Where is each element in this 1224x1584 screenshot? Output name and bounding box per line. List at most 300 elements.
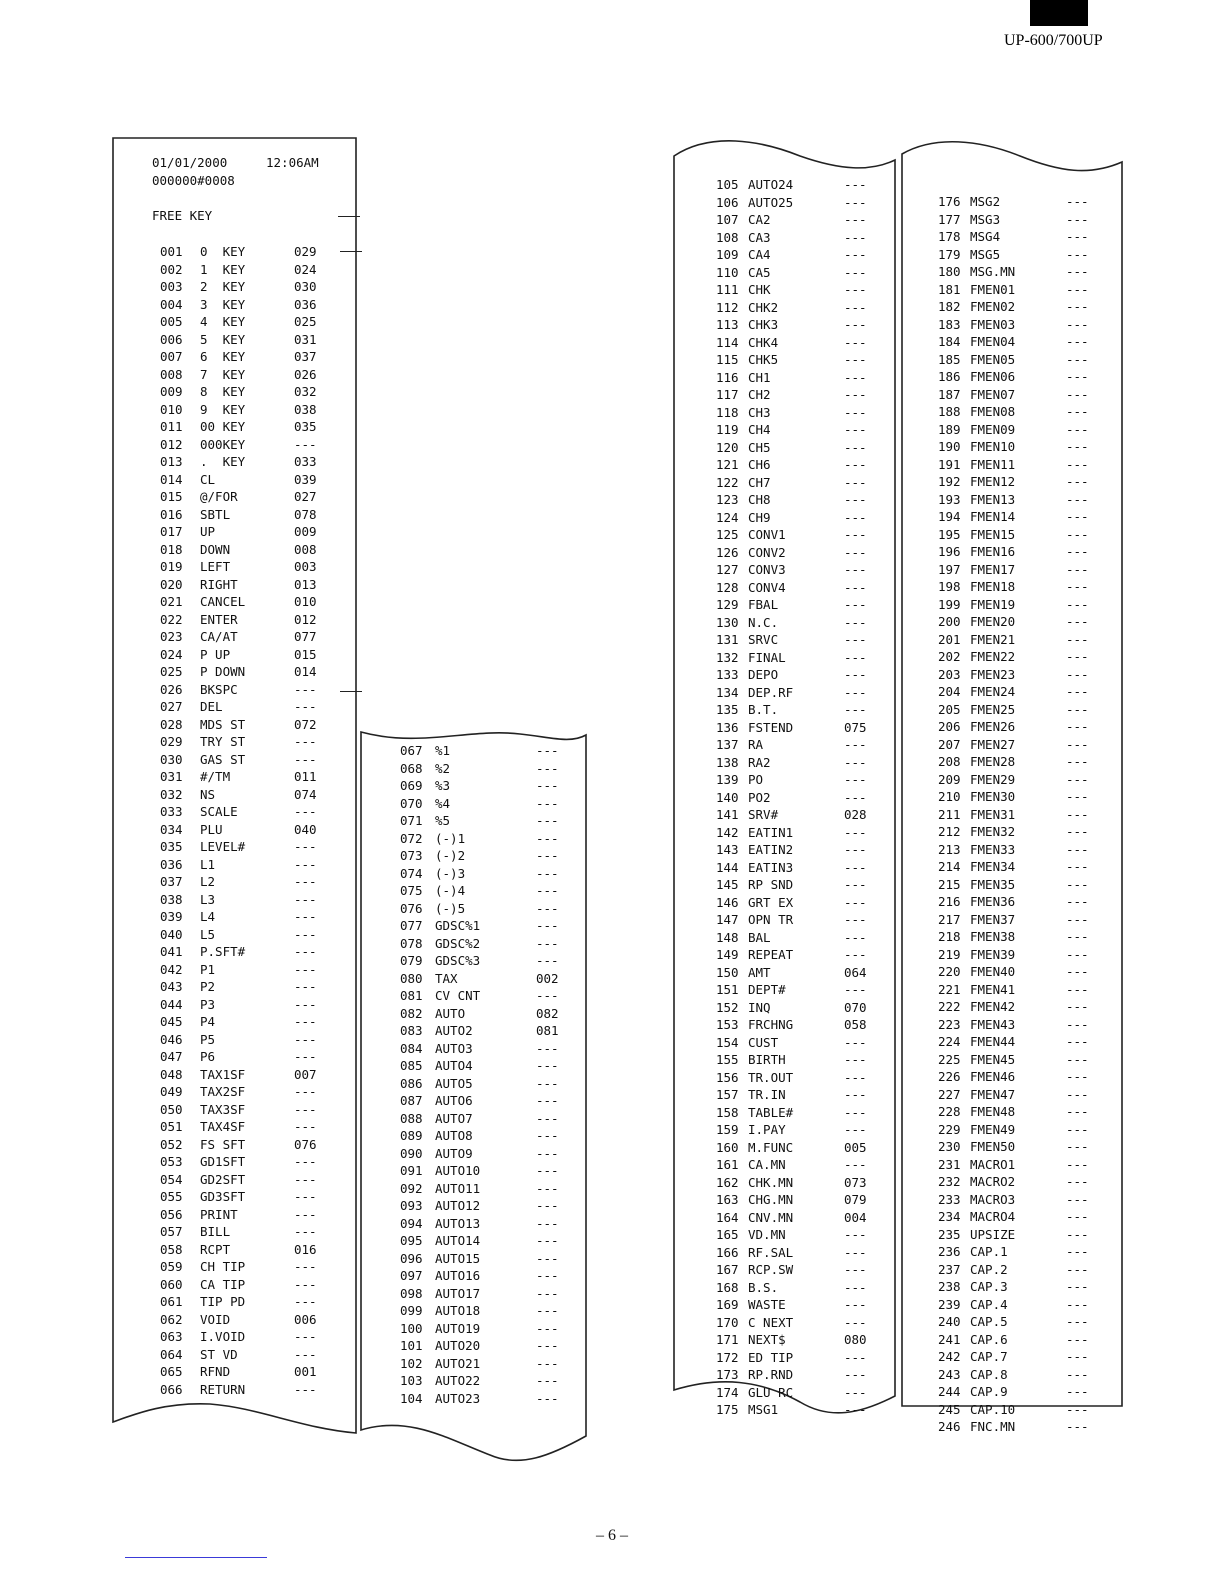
- key-code: ---: [1066, 264, 1089, 279]
- key-number: 153: [716, 1017, 739, 1032]
- key-code: ---: [844, 474, 867, 490]
- key-number: 148: [716, 929, 739, 945]
- key-code: ---: [844, 509, 867, 525]
- key-function-name: FMEN49: [970, 1121, 1016, 1137]
- key-code: ---: [536, 953, 559, 968]
- key-code: ---: [536, 935, 559, 951]
- key-function-name: MSG.MN: [970, 264, 1016, 279]
- key-function-name: P DOWN: [200, 664, 246, 679]
- key-number: 242: [938, 1349, 961, 1364]
- key-code: ---: [536, 1163, 559, 1178]
- key-number: 023: [160, 629, 183, 644]
- key-code: ---: [294, 996, 317, 1012]
- key-number: 036: [160, 856, 183, 872]
- key-code: ---: [844, 229, 867, 245]
- key-code: 072: [294, 716, 317, 732]
- key-function-name: MSG4: [970, 229, 1001, 244]
- key-number: 219: [938, 946, 961, 962]
- key-code: ---: [1066, 1261, 1089, 1277]
- key-code: 058: [844, 1017, 867, 1032]
- key-code: 007: [294, 1066, 317, 1082]
- key-code: ---: [844, 982, 867, 997]
- key-function-name: FMEN47: [970, 1086, 1016, 1102]
- key-code: ---: [844, 772, 867, 787]
- key-function-name: FMEN44: [970, 1034, 1016, 1049]
- key-code: ---: [536, 918, 559, 933]
- key-function-name: PO2: [748, 789, 771, 805]
- key-number: 098: [400, 1285, 423, 1301]
- key-code: ---: [294, 979, 317, 994]
- key-code: ---: [294, 1381, 317, 1397]
- key-function-name: CH9: [748, 509, 771, 525]
- key-number: 217: [938, 911, 961, 927]
- key-code: ---: [844, 1122, 867, 1137]
- key-code: 079: [844, 1192, 867, 1207]
- key-code: ---: [844, 1367, 867, 1382]
- key-number: 025: [160, 664, 183, 679]
- key-function-name: PLU: [200, 821, 223, 837]
- key-code: ---: [844, 894, 867, 910]
- key-code: ---: [536, 830, 559, 846]
- key-code: ---: [536, 1128, 559, 1143]
- key-number: 213: [938, 841, 961, 857]
- key-code: 078: [294, 506, 317, 522]
- key-function-name: #/TM: [200, 769, 231, 784]
- key-number: 209: [938, 771, 961, 787]
- key-number: 071: [400, 813, 423, 828]
- key-number: 064: [160, 1346, 183, 1362]
- key-code: ---: [1066, 194, 1089, 209]
- key-number: 166: [716, 1244, 739, 1260]
- key-function-name: (-)4: [435, 883, 466, 898]
- key-function-name: BILL: [200, 1224, 231, 1239]
- key-number: 067: [400, 743, 423, 758]
- key-number: 110: [716, 264, 739, 280]
- key-code: 028: [844, 807, 867, 822]
- key-number: 152: [716, 999, 739, 1015]
- key-code: 009: [294, 524, 317, 539]
- key-code: ---: [1066, 316, 1089, 332]
- key-number: 060: [160, 1276, 183, 1292]
- key-function-name: RP.RND: [748, 1367, 794, 1382]
- key-code: ---: [536, 1180, 559, 1196]
- key-function-name: UPSIZE: [970, 1226, 1016, 1242]
- key-number: 147: [716, 912, 739, 927]
- key-number: 024: [160, 646, 183, 662]
- key-code: ---: [1066, 299, 1089, 314]
- key-number: 028: [160, 716, 183, 732]
- key-number: 103: [400, 1373, 423, 1388]
- receipt-title: FREE KEY: [152, 208, 213, 223]
- key-number: 052: [160, 1136, 183, 1152]
- key-code: ---: [536, 1110, 559, 1126]
- key-function-name: LEFT: [200, 559, 231, 574]
- key-code: ---: [1066, 1331, 1089, 1347]
- key-number: 054: [160, 1171, 183, 1187]
- key-function-name: SRVC: [748, 632, 779, 647]
- key-function-name: AUTO4: [435, 1058, 473, 1073]
- key-number: 033: [160, 804, 183, 819]
- key-code: ---: [844, 194, 867, 210]
- key-code: ---: [294, 1171, 317, 1187]
- key-code: ---: [536, 778, 559, 793]
- key-code: ---: [1066, 404, 1089, 419]
- key-function-name: CONV3: [748, 562, 786, 577]
- key-code: 074: [294, 786, 317, 802]
- key-code: 033: [294, 454, 317, 469]
- key-number: 208: [938, 754, 961, 769]
- key-number: 141: [716, 807, 739, 822]
- key-function-name: OPN TR: [748, 912, 794, 927]
- key-function-name: NS: [200, 786, 216, 802]
- key-function-name: CAP.6: [970, 1331, 1008, 1347]
- key-function-name: TAX2SF: [200, 1084, 246, 1099]
- key-number: 139: [716, 772, 739, 787]
- key-function-name: (-)5: [435, 900, 466, 916]
- key-function-name: CH TIP: [200, 1259, 246, 1274]
- key-function-name: I.PAY: [748, 1122, 786, 1137]
- key-code: ---: [1066, 1349, 1089, 1364]
- key-code: 005: [844, 1139, 867, 1155]
- key-code: ---: [1066, 841, 1089, 857]
- key-function-name: CA2: [748, 212, 771, 227]
- key-code: 001: [294, 1364, 317, 1379]
- key-code: 013: [294, 576, 317, 592]
- key-number: 175: [716, 1402, 739, 1417]
- key-number: 168: [716, 1279, 739, 1295]
- key-function-name: FMEN21: [970, 631, 1016, 647]
- key-function-name: CHK5: [748, 352, 779, 367]
- key-function-name: TRY ST: [200, 734, 246, 749]
- key-number: 199: [938, 596, 961, 612]
- key-code: 040: [294, 821, 317, 837]
- key-number: 044: [160, 996, 183, 1012]
- key-code: ---: [294, 856, 317, 872]
- key-number: 002: [160, 261, 183, 277]
- key-code: ---: [844, 1157, 867, 1172]
- key-code: ---: [536, 883, 559, 898]
- key-code: ---: [1066, 334, 1089, 349]
- key-number: 096: [400, 1250, 423, 1266]
- key-number: 124: [716, 509, 739, 525]
- key-number: 218: [938, 929, 961, 944]
- key-number: 246: [938, 1419, 961, 1434]
- key-function-name: FMEN20: [970, 614, 1016, 629]
- key-function-name: FMEN37: [970, 911, 1016, 927]
- key-function-name: NEXT$: [748, 1332, 786, 1347]
- key-function-name: AUTO5: [435, 1075, 473, 1091]
- key-code: ---: [1066, 474, 1089, 489]
- key-number: 235: [938, 1226, 961, 1242]
- key-function-name: CAP.4: [970, 1296, 1008, 1312]
- key-code: ---: [294, 1101, 317, 1117]
- key-function-name: EATIN1: [748, 824, 794, 840]
- key-number: 233: [938, 1191, 961, 1207]
- key-function-name: CONV2: [748, 544, 786, 560]
- key-function-name: (-)3: [435, 865, 466, 881]
- key-number: 078: [400, 935, 423, 951]
- key-number: 210: [938, 789, 961, 804]
- key-function-name: AUTO24: [748, 177, 794, 192]
- key-code: ---: [536, 1303, 559, 1318]
- key-code: 027: [294, 489, 317, 504]
- key-number: 202: [938, 649, 961, 664]
- key-code: ---: [844, 824, 867, 840]
- key-function-name: SRV#: [748, 807, 779, 822]
- key-code: 008: [294, 541, 317, 557]
- key-number: 040: [160, 926, 183, 942]
- key-number: 065: [160, 1364, 183, 1379]
- key-function-name: DEPT#: [748, 982, 786, 997]
- key-code: 075: [844, 719, 867, 735]
- key-function-name: MSG5: [970, 246, 1001, 262]
- key-code: ---: [294, 1014, 317, 1029]
- key-number: 131: [716, 632, 739, 647]
- key-code: ---: [1066, 824, 1089, 839]
- key-function-name: AUTO12: [435, 1198, 481, 1213]
- key-number: 188: [938, 404, 961, 419]
- receipt-time: 12:06AM: [266, 155, 319, 170]
- key-number: 017: [160, 524, 183, 539]
- key-function-name: AUTO22: [435, 1373, 481, 1388]
- key-number: 074: [400, 865, 423, 881]
- key-number: 125: [716, 527, 739, 542]
- key-number: 108: [716, 229, 739, 245]
- key-number: 132: [716, 649, 739, 665]
- key-code: ---: [844, 387, 867, 402]
- key-function-name: RF.SAL: [748, 1244, 794, 1260]
- key-function-name: 8 KEY: [200, 384, 246, 399]
- key-number: 143: [716, 842, 739, 857]
- key-function-name: . KEY: [200, 454, 246, 469]
- key-code: ---: [1066, 736, 1089, 752]
- key-function-name: FMEN50: [970, 1139, 1016, 1154]
- key-number: 058: [160, 1241, 183, 1257]
- key-code: 037: [294, 349, 317, 364]
- key-function-name: L1: [200, 856, 216, 872]
- key-function-name: AUTO3: [435, 1040, 473, 1056]
- key-function-name: 5 KEY: [200, 331, 246, 347]
- key-number: 115: [716, 352, 739, 367]
- key-number: 223: [938, 1016, 961, 1032]
- key-code: ---: [1066, 579, 1089, 594]
- key-number: 056: [160, 1206, 183, 1222]
- key-function-name: CAP.10: [970, 1401, 1016, 1417]
- key-code: ---: [844, 544, 867, 560]
- key-number: 221: [938, 981, 961, 997]
- key-number: 135: [716, 702, 739, 717]
- key-code: ---: [1066, 876, 1089, 892]
- key-number: 121: [716, 457, 739, 472]
- key-code: ---: [536, 1093, 559, 1108]
- key-number: 140: [716, 789, 739, 805]
- key-code: ---: [844, 1384, 867, 1400]
- key-function-name: RCP.SW: [748, 1262, 794, 1277]
- key-code: ---: [536, 865, 559, 881]
- key-function-name: 0 KEY: [200, 244, 246, 259]
- key-function-name: FMEN07: [970, 386, 1016, 402]
- key-number: 154: [716, 1034, 739, 1050]
- key-code: 030: [294, 279, 317, 294]
- key-number: 021: [160, 594, 183, 609]
- key-function-name: AUTO20: [435, 1338, 481, 1353]
- key-code: ---: [1066, 911, 1089, 927]
- key-function-name: CH4: [748, 422, 771, 437]
- key-function-name: L2: [200, 874, 216, 889]
- key-code: ---: [844, 1314, 867, 1330]
- key-function-name: CA4: [748, 247, 771, 262]
- key-function-name: TAX3SF: [200, 1101, 246, 1117]
- key-number: 211: [938, 806, 961, 822]
- key-function-name: CH5: [748, 439, 771, 455]
- key-number: 190: [938, 439, 961, 454]
- key-code: ---: [536, 1390, 559, 1406]
- key-code: ---: [1066, 509, 1089, 524]
- leader-line: [338, 216, 360, 217]
- key-code: ---: [844, 422, 867, 437]
- key-number: 196: [938, 544, 961, 559]
- key-function-name: AUTO13: [435, 1215, 481, 1231]
- key-function-name: FMEN32: [970, 824, 1016, 839]
- key-function-name: DOWN: [200, 541, 231, 557]
- key-number: 051: [160, 1119, 183, 1134]
- key-function-name: @/FOR: [200, 489, 238, 504]
- key-code: ---: [536, 743, 559, 758]
- key-function-name: N.C.: [748, 614, 779, 630]
- key-number: 018: [160, 541, 183, 557]
- key-number: 097: [400, 1268, 423, 1283]
- key-code: ---: [1066, 1086, 1089, 1102]
- key-function-name: VD.MN: [748, 1227, 786, 1242]
- key-code: ---: [1066, 631, 1089, 647]
- key-function-name: AUTO8: [435, 1128, 473, 1143]
- key-number: 172: [716, 1349, 739, 1365]
- key-number: 080: [400, 970, 423, 986]
- key-number: 204: [938, 684, 961, 699]
- key-code: ---: [844, 929, 867, 945]
- key-code: ---: [536, 1075, 559, 1091]
- key-function-name: AUTO9: [435, 1145, 473, 1161]
- key-code: ---: [1066, 211, 1089, 227]
- key-function-name: CHG.MN: [748, 1192, 794, 1207]
- key-code: ---: [1066, 754, 1089, 769]
- key-code: 070: [844, 999, 867, 1015]
- key-number: 165: [716, 1227, 739, 1242]
- leader-line: [340, 691, 362, 692]
- key-number: 197: [938, 561, 961, 577]
- key-function-name: LEVEL#: [200, 839, 246, 854]
- key-number: 234: [938, 1209, 961, 1224]
- key-function-name: FMEN45: [970, 1051, 1016, 1067]
- key-code: ---: [294, 1206, 317, 1222]
- key-function-name: RIGHT: [200, 576, 238, 592]
- key-function-name: AUTO25: [748, 194, 794, 210]
- key-number: 224: [938, 1034, 961, 1049]
- key-number: 092: [400, 1180, 423, 1196]
- key-code: ---: [536, 900, 559, 916]
- key-function-name: DEL: [200, 699, 223, 714]
- key-number: 203: [938, 666, 961, 682]
- key-function-name: AUTO19: [435, 1320, 481, 1336]
- key-function-name: REPEAT: [748, 947, 794, 962]
- key-number: 007: [160, 349, 183, 364]
- key-code: 073: [844, 1174, 867, 1190]
- key-number: 106: [716, 194, 739, 210]
- key-number: 030: [160, 751, 183, 767]
- key-code: 004: [844, 1209, 867, 1225]
- key-function-name: FMEN29: [970, 771, 1016, 787]
- key-code: ---: [536, 1320, 559, 1336]
- key-function-name: TAX1SF: [200, 1066, 246, 1082]
- key-code: ---: [844, 789, 867, 805]
- key-code: ---: [844, 649, 867, 665]
- key-number: 193: [938, 491, 961, 507]
- key-function-name: CL: [200, 471, 216, 487]
- key-function-name: MACRO4: [970, 1209, 1016, 1224]
- key-function-name: GDSC%1: [435, 918, 481, 933]
- key-code: ---: [844, 439, 867, 455]
- key-number: 019: [160, 559, 183, 574]
- key-function-name: AUTO15: [435, 1250, 481, 1266]
- key-number: 137: [716, 737, 739, 752]
- key-number: 123: [716, 492, 739, 507]
- key-number: 100: [400, 1320, 423, 1336]
- key-function-name: CA5: [748, 264, 771, 280]
- key-number: 239: [938, 1296, 961, 1312]
- key-number: 159: [716, 1122, 739, 1137]
- key-code: ---: [294, 751, 317, 767]
- footer-rule: [125, 1557, 267, 1558]
- key-number: 012: [160, 436, 183, 452]
- key-function-name: (-)2: [435, 848, 466, 863]
- key-number: 075: [400, 883, 423, 898]
- key-function-name: C NEXT: [748, 1314, 794, 1330]
- key-code: ---: [844, 597, 867, 612]
- key-number: 207: [938, 736, 961, 752]
- key-function-name: 6 KEY: [200, 349, 246, 364]
- key-code: ---: [294, 699, 317, 714]
- key-number: 070: [400, 795, 423, 811]
- key-number: 164: [716, 1209, 739, 1225]
- key-code: ---: [294, 1329, 317, 1344]
- key-number: 205: [938, 701, 961, 717]
- key-function-name: GD2SFT: [200, 1171, 246, 1187]
- key-number: 150: [716, 964, 739, 980]
- key-function-name: AUTO21: [435, 1355, 481, 1371]
- key-number: 127: [716, 562, 739, 577]
- key-number: 236: [938, 1244, 961, 1259]
- key-code: 081: [536, 1023, 559, 1038]
- key-number: 198: [938, 579, 961, 594]
- key-number: 094: [400, 1215, 423, 1231]
- key-number: 151: [716, 982, 739, 997]
- key-code: ---: [844, 527, 867, 542]
- key-code: ---: [844, 264, 867, 280]
- key-number: 003: [160, 279, 183, 294]
- key-code: ---: [294, 909, 317, 924]
- key-code: ---: [844, 1262, 867, 1277]
- key-function-name: BIRTH: [748, 1052, 786, 1067]
- key-number: 031: [160, 769, 183, 784]
- key-function-name: B.T.: [748, 702, 779, 717]
- key-code: ---: [844, 614, 867, 630]
- key-number: 156: [716, 1069, 739, 1085]
- key-number: 225: [938, 1051, 961, 1067]
- key-number: 109: [716, 247, 739, 262]
- key-code: 077: [294, 629, 317, 644]
- key-function-name: MSG1: [748, 1402, 779, 1417]
- key-number: 083: [400, 1023, 423, 1038]
